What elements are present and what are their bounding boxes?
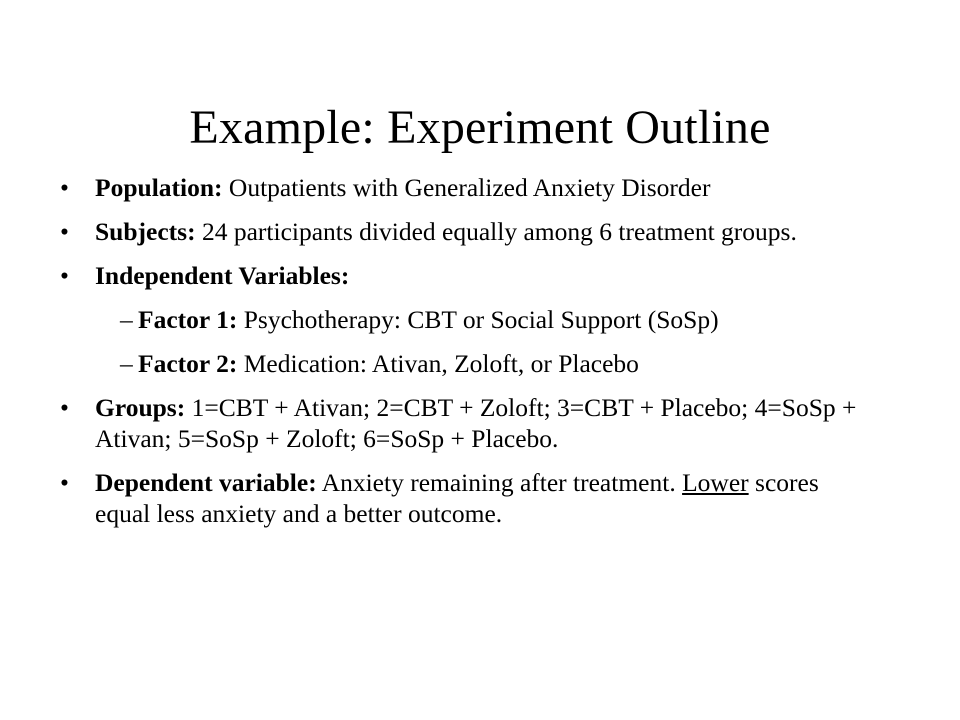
bullet-text: Psychotherapy: CBT or Social Support (SoSp) xyxy=(237,305,719,334)
bullet-label: Factor 2: xyxy=(138,349,238,378)
bullet-label: Subjects: xyxy=(95,217,196,246)
bullet-groups xyxy=(60,392,880,454)
bullet-text: 1=CBT + Ativan; 2=CBT + Zoloft; 3=CBT + Placebo; 4=SoSp + Ativan; 5=SoSp + Zoloft; 6=SoSp + Placebo. xyxy=(95,393,857,453)
bullet-text: Anxiety remaining after treatment. xyxy=(316,468,683,497)
bullet-independent-variables xyxy=(60,260,880,291)
bullet-subjects xyxy=(60,216,880,247)
bullet-list xyxy=(60,172,880,542)
bullet-label: Population: xyxy=(95,173,223,202)
bullet-label: Factor 1: xyxy=(138,305,238,334)
bullet-label: Dependent variable: xyxy=(95,468,317,497)
bullet-text: Medication: Ativan, Zoloft, or Placebo xyxy=(237,349,639,378)
bullet-dependent-variable xyxy=(60,467,880,529)
underlined-word: Lower xyxy=(682,468,749,497)
bullet-label: Independent Variables: xyxy=(95,261,350,290)
bullet-text-after: scores equal less anxiety and a better outcome. xyxy=(95,468,819,528)
bullet-text: Outpatients with Generalized Anxiety Disorder xyxy=(222,173,711,202)
bullet-label: Groups: xyxy=(95,393,186,422)
sub-bullet-factor-1 xyxy=(60,304,880,335)
bullet-population xyxy=(60,172,880,203)
slide-title: Example: Experiment Outline xyxy=(189,101,771,154)
bullet-text: 24 participants divided equally among 6 treatment groups. xyxy=(195,217,797,246)
sub-bullet-factor-2 xyxy=(60,348,880,379)
